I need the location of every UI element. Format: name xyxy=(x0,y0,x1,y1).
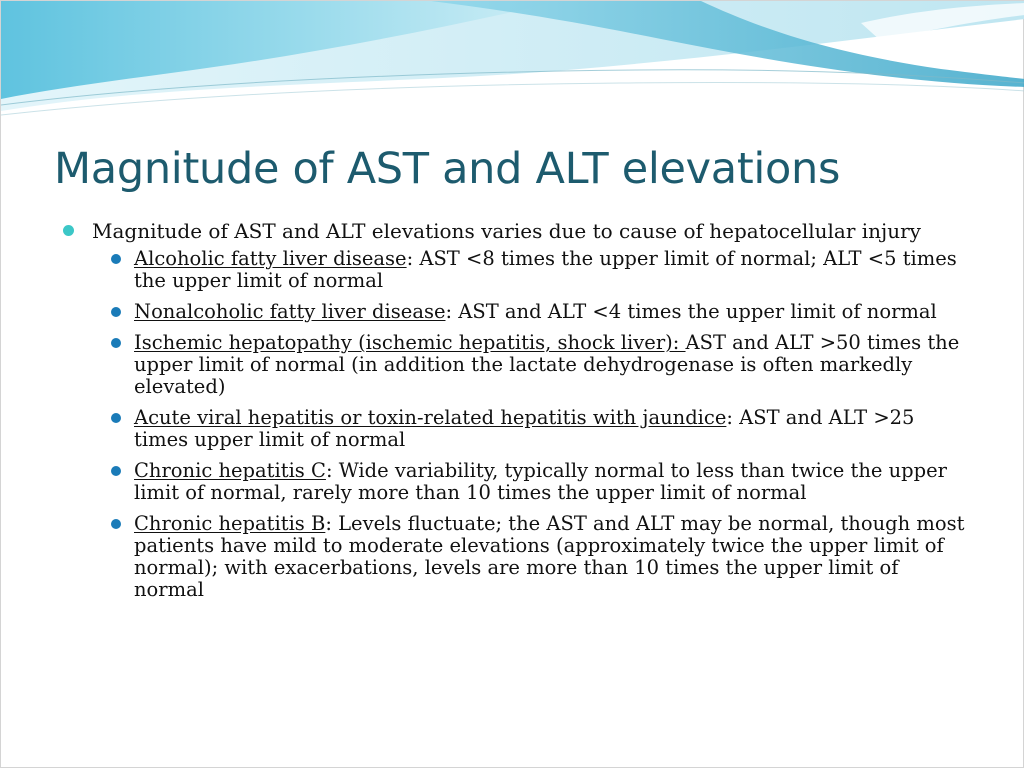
sub-bullet-dot-icon xyxy=(111,413,121,423)
list-item-text: : AST and ALT <4 times the upper limit of normal xyxy=(445,300,937,323)
list-item xyxy=(105,248,973,292)
list-item-term: Nonalcoholic fatty liver disease xyxy=(134,300,446,323)
list-item xyxy=(105,407,973,451)
header-wave-decoration xyxy=(1,1,1024,131)
sub-bullet-dot-icon xyxy=(111,466,121,476)
sub-bullet-dot-icon xyxy=(111,338,121,348)
list-item-text: AST and ALT >50 times the upper limit of normal (in addition the lactate dehydrogenase is often markedly elevated) xyxy=(134,331,960,398)
list-item-term: Acute viral hepatitis or toxin-related hepatitis with jaundice xyxy=(134,406,727,429)
sub-bullet-dot-icon xyxy=(111,254,121,264)
slide-title: Magnitude of AST and ALT elevations xyxy=(54,144,841,194)
list-item-text: : AST <8 times the upper limit of normal; ALT <5 times the upper limit of normal xyxy=(134,247,957,292)
list-item-text: : Wide variability, typically normal to less than twice the upper limit of normal, rarely more than 10 times the upper limit of normal xyxy=(134,459,948,504)
list-item xyxy=(105,301,973,323)
list-item xyxy=(105,332,973,398)
list-item-text: : AST and ALT >25 times upper limit of normal xyxy=(134,406,915,451)
sub-bullet-dot-icon xyxy=(111,307,121,317)
sub-bullet-dot-icon xyxy=(111,519,121,529)
main-bullet-text: Magnitude of AST and ALT elevations varies due to cause of hepatocellular injury xyxy=(92,219,921,243)
main-bullet-dot-icon xyxy=(63,225,74,236)
main-bullet-item xyxy=(63,220,973,242)
list-item-term: Chronic hepatitis B xyxy=(134,512,326,535)
list-item-text: : Levels fluctuate; the AST and ALT may be normal, though most patients have mild to moderate elevations (approximately twice the upper limit of normal); with exacerbations, levels are more than 10 times the upper limit of normal xyxy=(134,512,965,601)
sub-bullet-list xyxy=(63,248,973,601)
list-item-term: Ischemic hepatopathy (ischemic hepatitis, shock liver): xyxy=(134,331,686,354)
list-item-term: Alcoholic fatty liver disease xyxy=(134,247,407,270)
slide-content xyxy=(63,220,973,610)
list-item xyxy=(105,513,973,601)
list-item xyxy=(105,460,973,504)
list-item-term: Chronic hepatitis C xyxy=(134,459,326,482)
